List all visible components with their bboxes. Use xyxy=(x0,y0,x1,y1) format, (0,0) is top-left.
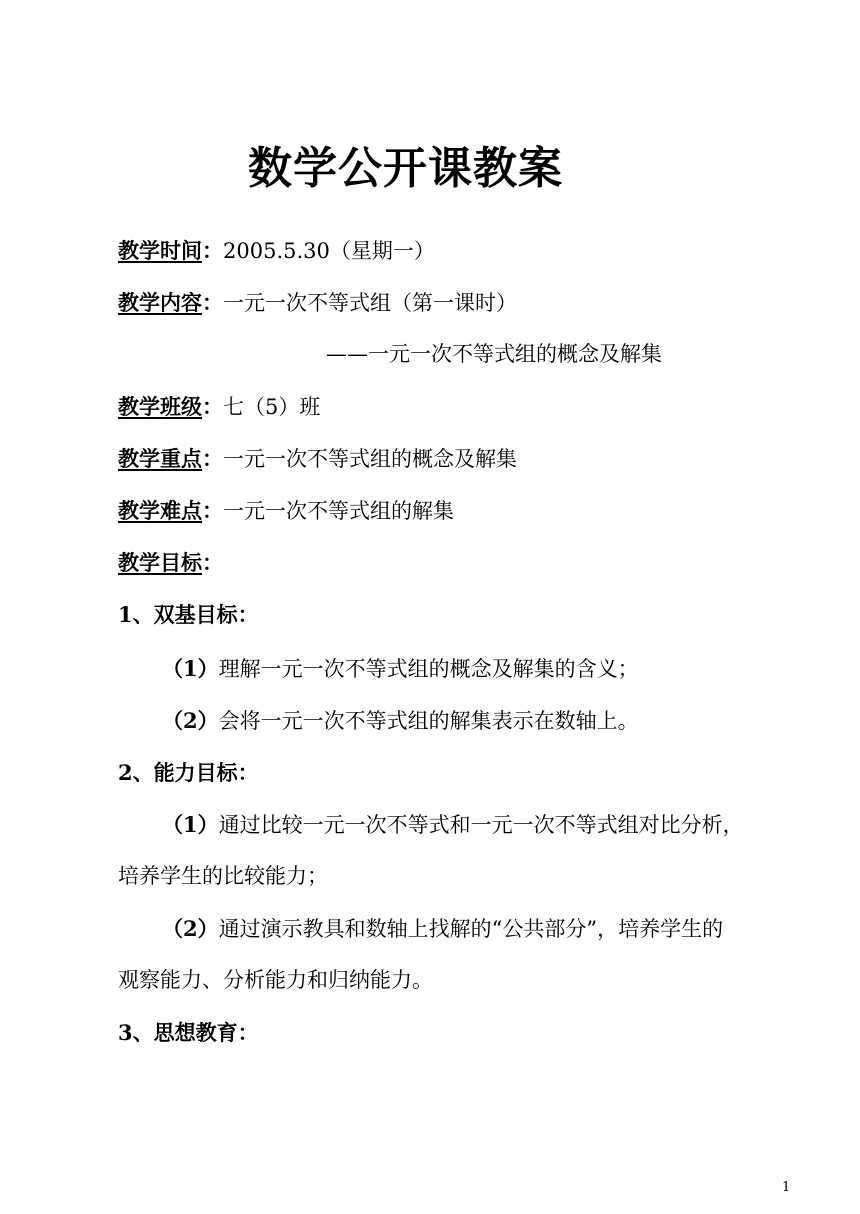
page-number: 1 xyxy=(782,1180,791,1195)
field-key-point xyxy=(118,448,517,470)
item-number: （2） xyxy=(162,916,219,941)
field-label: 教学难点 xyxy=(118,498,202,523)
field-teaching-class xyxy=(118,396,320,418)
document-title: 数学公开课教案 xyxy=(248,143,563,194)
list-item xyxy=(162,918,723,940)
field-teaching-time xyxy=(118,240,435,262)
list-item-continuation: 培养学生的比较能力； xyxy=(118,864,328,888)
content-subtitle: ——一元一次不等式组的概念及解集 xyxy=(326,342,662,366)
section-heading-ideology: 3、思想教育： xyxy=(118,1020,259,1045)
list-item xyxy=(162,658,639,680)
field-colon: ： xyxy=(202,498,223,523)
item-text: 通过演示教具和数轴上找解的“公共部分”，培养学生的 xyxy=(218,917,724,941)
item-number: （1） xyxy=(162,812,219,837)
field-label: 教学目标 xyxy=(118,550,202,575)
item-text: 会将一元一次不等式组的解集表示在数轴上。 xyxy=(218,709,639,733)
item-number: （2） xyxy=(162,708,219,733)
field-colon: ： xyxy=(202,238,223,263)
field-label: 教学重点 xyxy=(118,446,202,471)
item-text: 理解一元一次不等式组的概念及解集的含义； xyxy=(218,657,639,681)
field-value: 一元一次不等式组的解集 xyxy=(223,499,454,523)
item-text: 通过比较一元一次不等式和一元一次不等式组对比分析， xyxy=(218,813,744,837)
field-colon: ： xyxy=(202,550,223,575)
list-item-continuation: 观察能力、分析能力和归纳能力。 xyxy=(118,968,433,992)
section-heading-basic-goals: 1、双基目标： xyxy=(118,602,259,627)
field-colon: ： xyxy=(202,394,223,419)
field-teaching-goals xyxy=(118,552,223,574)
field-label: 教学时间 xyxy=(118,238,202,263)
list-item xyxy=(162,710,639,732)
section-heading-ability-goals: 2、能力目标： xyxy=(118,760,259,785)
field-value: 一元一次不等式组的概念及解集 xyxy=(223,447,517,471)
item-number: （1） xyxy=(162,656,219,681)
field-value: 七（5）班 xyxy=(223,395,321,419)
field-label: 教学内容 xyxy=(118,290,202,315)
field-colon: ： xyxy=(202,446,223,471)
field-value: 2005.5.30（星期一） xyxy=(223,239,435,263)
field-teaching-content xyxy=(118,292,517,314)
field-label: 教学班级 xyxy=(118,394,202,419)
field-difficult-point xyxy=(118,500,454,522)
field-value: 一元一次不等式组（第一课时） xyxy=(223,291,517,315)
list-item xyxy=(162,814,744,836)
field-colon: ： xyxy=(202,290,223,315)
